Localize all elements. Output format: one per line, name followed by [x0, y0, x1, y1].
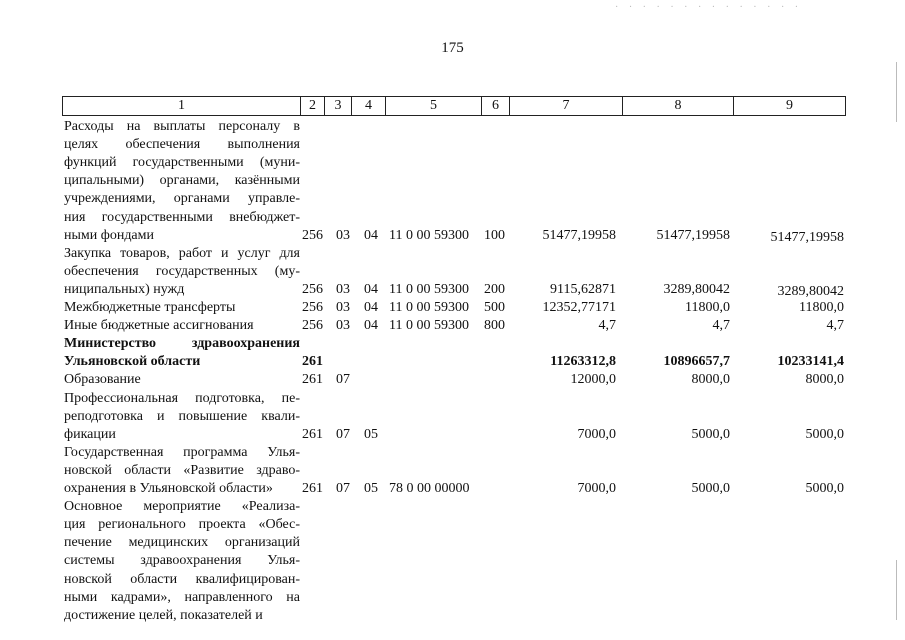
- cell-c2: 261: [302, 481, 323, 496]
- row-description-line: фикации: [64, 426, 116, 442]
- row-description-line: достижение целей, показателей и: [64, 607, 263, 623]
- row-description-line: обеспечения государственных (му-: [64, 263, 300, 279]
- row-description-line: Министерство здравоохранения: [64, 336, 300, 352]
- row-description-line: реподготовка и повышение квали-: [64, 408, 300, 424]
- cell-n8: 5000,0: [691, 426, 730, 442]
- cell-n9: 8000,0: [805, 372, 844, 388]
- cell-c5: 11 0 00 59300: [389, 281, 469, 297]
- row-description-line: охранения в Ульяновской области»: [64, 481, 273, 496]
- cell-n8: 51477,19958: [656, 227, 730, 243]
- header-col-8: 8: [623, 97, 734, 115]
- cell-c3: 03: [336, 318, 350, 334]
- row-description-line: ция регионального проекта «Обес-: [64, 517, 300, 533]
- cell-n9: 5000,0: [805, 426, 844, 442]
- row-description-line: ципальными) органами, казёнными: [64, 173, 300, 189]
- cell-c2: 256: [302, 227, 323, 243]
- cell-n7: 7000,0: [577, 426, 616, 442]
- scan-dots: · · · · · · · · · · · · · ·: [615, 2, 803, 13]
- header-col-6: 6: [482, 97, 510, 115]
- row-description-line: печение медицинских организаций: [64, 535, 300, 551]
- cell-n8: 11800,0: [685, 300, 730, 315]
- cell-n9: 10233141,4: [777, 354, 844, 370]
- cell-c5: 11 0 00 59300: [389, 227, 469, 243]
- cell-c6: 100: [484, 227, 505, 243]
- cell-c4: 04: [364, 300, 378, 315]
- cell-c3: 07: [336, 426, 350, 442]
- header-col-9: 9: [786, 98, 793, 113]
- row-description-line: новской области квалифицирован-: [64, 571, 300, 587]
- row-description-line: Межбюджетные трансферты: [64, 300, 236, 315]
- cell-n7: 7000,0: [577, 481, 616, 496]
- row-description-line: Основное мероприятие «Реализа-: [64, 499, 300, 515]
- row-description-line: функций государственными (муни-: [64, 155, 300, 171]
- row-description-line: Иные бюджетные ассигнования: [64, 318, 254, 334]
- cell-c4: 04: [364, 227, 378, 243]
- header-col-4: 4: [352, 97, 386, 115]
- cell-n8: 10896657,7: [663, 354, 730, 370]
- row-description-line: учреждениями, органами управле-: [64, 191, 300, 207]
- row-description-line: Образование: [64, 372, 141, 388]
- cell-n9: 11800,0: [799, 300, 844, 315]
- row-description-line: ными фондами: [64, 227, 155, 243]
- cell-c6: 800: [484, 318, 505, 334]
- header-col-7: 7: [510, 97, 623, 115]
- cell-n7: 12000,0: [570, 372, 616, 388]
- cell-c6: 200: [484, 281, 505, 297]
- cell-n8: 8000,0: [691, 372, 730, 388]
- cell-n7: 12352,77171: [542, 300, 616, 315]
- cell-c2: 256: [302, 300, 323, 315]
- header-col-3: 3: [325, 97, 352, 115]
- page-number: 175: [441, 40, 464, 56]
- scan-mark: [896, 560, 897, 620]
- row-description-line: ния государственными внебюджет-: [64, 209, 300, 225]
- cell-c2: 261: [302, 354, 323, 370]
- cell-c6: 500: [484, 300, 505, 315]
- cell-n9: 51477,19958: [770, 229, 844, 245]
- row-description-line: Профессиональная подготовка, пе-: [64, 390, 300, 406]
- row-description-line: Расходы на выплаты персоналу в: [64, 119, 300, 134]
- scan-mark: [896, 62, 897, 122]
- cell-c4: 05: [364, 426, 378, 442]
- row-description-line: ными кадрами», направленного на: [64, 589, 300, 605]
- cell-n8: 4,7: [712, 318, 730, 334]
- header-col-1: 1: [63, 97, 301, 115]
- header-col-2: 2: [301, 97, 325, 115]
- cell-c4: 04: [364, 318, 378, 334]
- row-description-line: ниципальных) нужд: [64, 281, 185, 297]
- cell-c2: 256: [302, 281, 323, 297]
- cell-c2: 261: [302, 372, 323, 388]
- cell-c2: 261: [302, 426, 323, 442]
- cell-n7: 11263312,8: [550, 354, 616, 370]
- cell-n9: 5000,0: [805, 481, 844, 496]
- cell-n7: 51477,19958: [542, 227, 616, 243]
- row-description-line: Ульяновской области: [64, 354, 201, 370]
- row-description-line: Закупка товаров, работ и услуг для: [64, 245, 300, 261]
- row-description-line: целях обеспечения выполнения: [64, 137, 300, 153]
- cell-n7: 4,7: [598, 318, 616, 334]
- cell-n9: 4,7: [826, 318, 844, 334]
- row-description-line: новской области «Развитие здраво-: [64, 462, 300, 478]
- cell-c5: 11 0 00 59300: [389, 300, 469, 315]
- cell-c2: 256: [302, 318, 323, 334]
- cell-c5: 78 0 00 00000: [389, 481, 470, 496]
- cell-c3: 03: [336, 227, 350, 243]
- cell-n7: 9115,62871: [550, 281, 616, 297]
- cell-c3: 03: [336, 300, 350, 315]
- row-description-line: Государственная программа Улья-: [64, 444, 300, 460]
- header-col-5: 5: [386, 97, 482, 115]
- cell-n8: 5000,0: [691, 481, 730, 496]
- cell-c4: 05: [364, 481, 378, 496]
- table-header-row: [62, 96, 846, 116]
- cell-c3: 07: [336, 372, 350, 388]
- cell-c3: 03: [336, 281, 350, 297]
- cell-c5: 11 0 00 59300: [389, 318, 469, 334]
- row-description-line: системы здравоохранения Улья-: [64, 553, 300, 569]
- cell-c3: 07: [336, 481, 350, 496]
- cell-n9: 3289,80042: [777, 283, 844, 299]
- cell-n8: 3289,80042: [663, 281, 730, 297]
- cell-c4: 04: [364, 281, 378, 297]
